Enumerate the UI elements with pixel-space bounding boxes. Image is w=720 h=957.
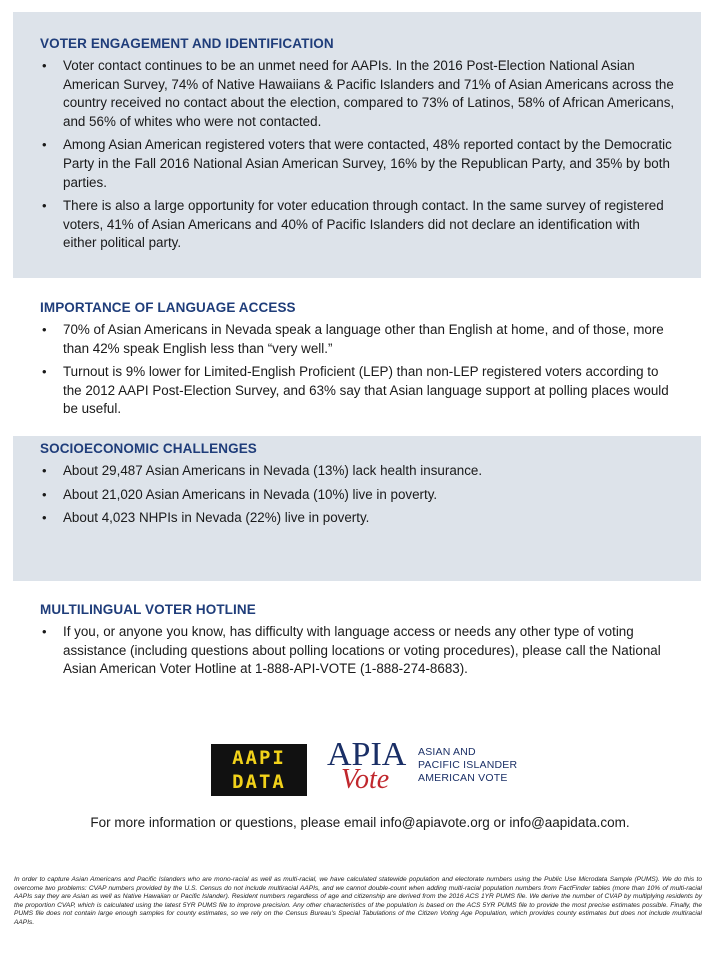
list-item: • Voter contact continues to be an unmet need for AAPIs. In the 2016 Post-Election National Asian American Survey, 74% of Native Hawaiians & Pacific Islanders and 71% of Asian Americans across the country received no contact about the election, compared to 73% of Latinos, 58% of African Americans, and 56% of whites who were not contacted. — [40, 57, 675, 131]
bullet-list — [40, 321, 675, 419]
section-title: VOTER ENGAGEMENT AND IDENTIFICATION — [40, 36, 334, 51]
bullet-list — [40, 462, 675, 528]
section-voter-engagement — [13, 12, 701, 278]
section-socioeconomic — [13, 436, 701, 581]
list-item: • About 21,020 Asian Americans in Nevada (10%) live in poverty. — [40, 486, 675, 505]
list-item: • Among Asian American registered voters that were contacted, 48% reported contact by the Democratic Party in the Fall 2016 National Asian American Survey, 16% by the Republican Party, and 35% by both parties. — [40, 136, 675, 192]
list-item: • About 29,487 Asian Americans in Nevada (13%) lack health insurance. — [40, 462, 675, 481]
bullet-list — [40, 623, 675, 679]
methodology-footnote: In order to capture Asian Americans and Pacific Islanders who are mono-racial as well as multi-racial, we have calculated statewide population and electorate numbers using the Public Use Microdata Sample (PUMS). We do this to overcome two problems: CVAP numbers provided by the U.S. Census do not include multiracial AAPIs, and we cannot double-count when adding multi-racial population numbers from FactFinder tables (more than 10% of multi-racial AAPIs say they are Asian as well as Native Hawaiian or Pacific Islander). Resident numbers regardless of age and citizenship are derived from the 2016 ACS 1YR PUMS file. We derive the number of CVAP by multiplying residents by the proportion CVAP, which is calculated using the latest 5YR PUMS file to improve precision. Any other characteristics of the population is based on the ACS 5YR PUMS file to provide the most precise estimates possible. Finally, the PUMS file does not contain large enough samples for county estimates, so we rely on the Census Bureau's Special Tabulations of the Citizen Voting Age Population, which provides county estimates but does not include multiracial AAPIs. — [14, 876, 702, 926]
list-item: • 70% of Asian Americans in Nevada speak a language other than English at home, and of those, more than 42% speak English less than “very well.” — [40, 321, 675, 358]
list-item: • There is also a large opportunity for voter education through contact. In the same survey of registered voters, 41% of Asian Americans and 40% of Pacific Islanders did not declare an identification with either political party. — [40, 197, 675, 253]
list-item: • About 4,023 NHPIs in Nevada (22%) live in poverty. — [40, 509, 675, 528]
aapi-data-logo: AAPI DATA — [211, 744, 307, 796]
partner-logos — [211, 738, 531, 798]
contact-line: For more information or questions, please email info@apiavote.org or info@aapidata.com. — [90, 815, 630, 830]
bullet-list — [40, 57, 675, 253]
vote-logo-script: Vote — [341, 764, 390, 795]
section-voter-hotline — [13, 602, 701, 687]
list-item: • Turnout is 9% lower for Limited-English Proficient (LEP) than non-LEP registered voters according to the 2012 AAPI Post-Election Survey, and 63% say that Asian language support at polling places would be useful. — [40, 363, 675, 419]
section-title: MULTILINGUAL VOTER HOTLINE — [40, 602, 256, 617]
section-language-access — [13, 300, 701, 425]
apia-vote-logo: APIA — [327, 736, 407, 773]
section-title: IMPORTANCE OF LANGUAGE ACCESS — [40, 300, 296, 315]
section-title: SOCIOECONOMIC CHALLENGES — [40, 441, 257, 456]
apia-vote-name: ASIAN AND PACIFIC ISLANDER AMERICAN VOTE — [418, 746, 518, 784]
list-item: • If you, or anyone you know, has difficulty with language access or needs any other type of voting assistance (including questions about polling locations or voting procedures), please call the National Asian American Voter Hotline at 1-888-API-VOTE (1-888-274-8683). — [40, 623, 675, 679]
